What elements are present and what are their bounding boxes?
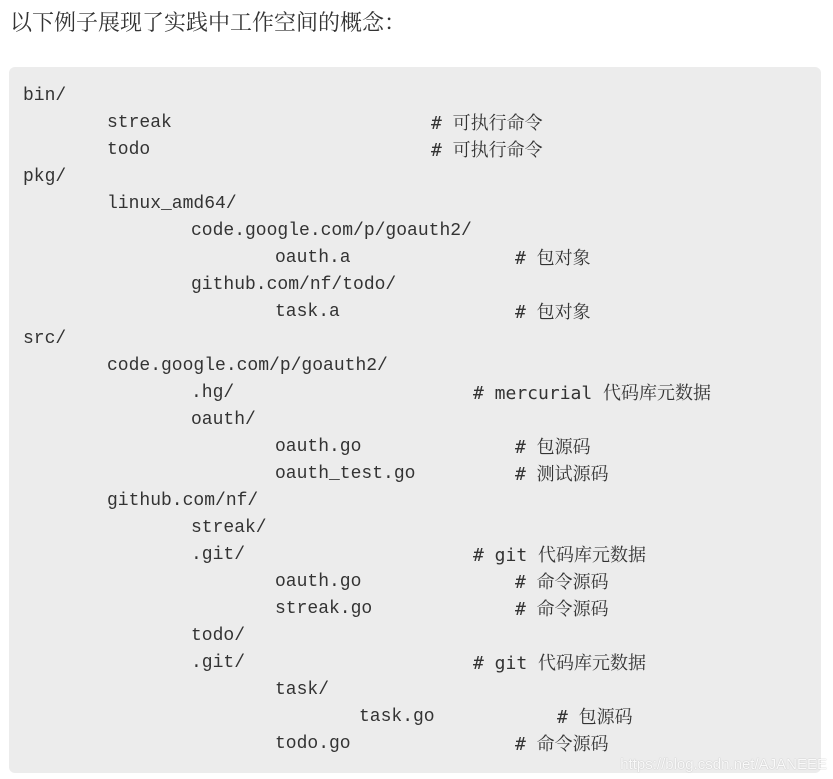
code-path: pkg/ bbox=[23, 167, 67, 187]
code-path: .hg/ bbox=[191, 383, 235, 403]
code-path: todo bbox=[107, 140, 151, 160]
code-line bbox=[9, 326, 821, 353]
code-path: todo.go bbox=[275, 734, 351, 754]
code-path: oauth/ bbox=[191, 410, 256, 430]
code-path: oauth_test.go bbox=[275, 464, 416, 484]
code-comment: # git 代码库元数据 bbox=[473, 545, 647, 566]
code-line bbox=[9, 515, 821, 542]
code-line bbox=[9, 569, 821, 596]
watermark: https://blog.csdn.net/AJANEEE bbox=[620, 756, 827, 773]
code-line bbox=[9, 623, 821, 650]
code-path: github.com/nf/todo/ bbox=[191, 275, 397, 295]
code-path: linux_amd64/ bbox=[107, 194, 237, 214]
code-line bbox=[9, 461, 821, 488]
code-path: code.google.com/p/goauth2/ bbox=[191, 221, 472, 241]
code-path: streak bbox=[107, 113, 172, 133]
code-path: oauth.a bbox=[275, 248, 351, 268]
code-path: streak/ bbox=[191, 518, 267, 538]
code-comment: # 命令源码 bbox=[515, 572, 609, 593]
code-line bbox=[9, 380, 821, 407]
code-path: task.go bbox=[359, 707, 435, 727]
intro-text: 以下例子展现了实践中工作空间的概念： bbox=[10, 10, 407, 35]
code-path: .git/ bbox=[191, 545, 246, 565]
code-comment: # 可执行命令 bbox=[431, 140, 543, 161]
code-line bbox=[9, 353, 821, 380]
code-comment: # 包对象 bbox=[515, 248, 591, 269]
code-path: streak.go bbox=[275, 599, 373, 619]
code-comment: # 包对象 bbox=[515, 302, 591, 323]
code-line bbox=[9, 596, 821, 623]
code-comment: # 可执行命令 bbox=[431, 113, 543, 134]
code-path: bin/ bbox=[23, 86, 67, 106]
code-line bbox=[9, 245, 821, 272]
code-line bbox=[9, 272, 821, 299]
code-line bbox=[9, 407, 821, 434]
code-line bbox=[9, 164, 821, 191]
code-line bbox=[9, 704, 821, 731]
code-comment: # 包源码 bbox=[557, 707, 633, 728]
code-path: .git/ bbox=[191, 653, 246, 673]
code-comment: # git 代码库元数据 bbox=[473, 653, 647, 674]
code-path: github.com/nf/ bbox=[107, 491, 259, 511]
code-block bbox=[9, 67, 821, 773]
code-line bbox=[9, 137, 821, 164]
code-line bbox=[9, 191, 821, 218]
code-path: task.a bbox=[275, 302, 340, 322]
code-comment: # mercurial 代码库元数据 bbox=[473, 383, 712, 404]
code-line bbox=[9, 542, 821, 569]
code-path: src/ bbox=[23, 329, 67, 349]
code-comment: # 测试源码 bbox=[515, 464, 609, 485]
code-path: task/ bbox=[275, 680, 330, 700]
code-comment: # 命令源码 bbox=[515, 599, 609, 620]
code-line bbox=[9, 110, 821, 137]
code-line bbox=[9, 650, 821, 677]
code-path: oauth.go bbox=[275, 572, 362, 592]
code-comment: # 命令源码 bbox=[515, 734, 609, 755]
code-path: todo/ bbox=[191, 626, 246, 646]
code-line bbox=[9, 434, 821, 461]
code-line bbox=[9, 218, 821, 245]
code-line bbox=[9, 299, 821, 326]
code-line bbox=[9, 488, 821, 515]
code-line bbox=[9, 731, 821, 758]
code-line bbox=[9, 677, 821, 704]
code-path: code.google.com/p/goauth2/ bbox=[107, 356, 388, 376]
code-path: oauth.go bbox=[275, 437, 362, 457]
code-line bbox=[9, 83, 821, 110]
code-comment: # 包源码 bbox=[515, 437, 591, 458]
